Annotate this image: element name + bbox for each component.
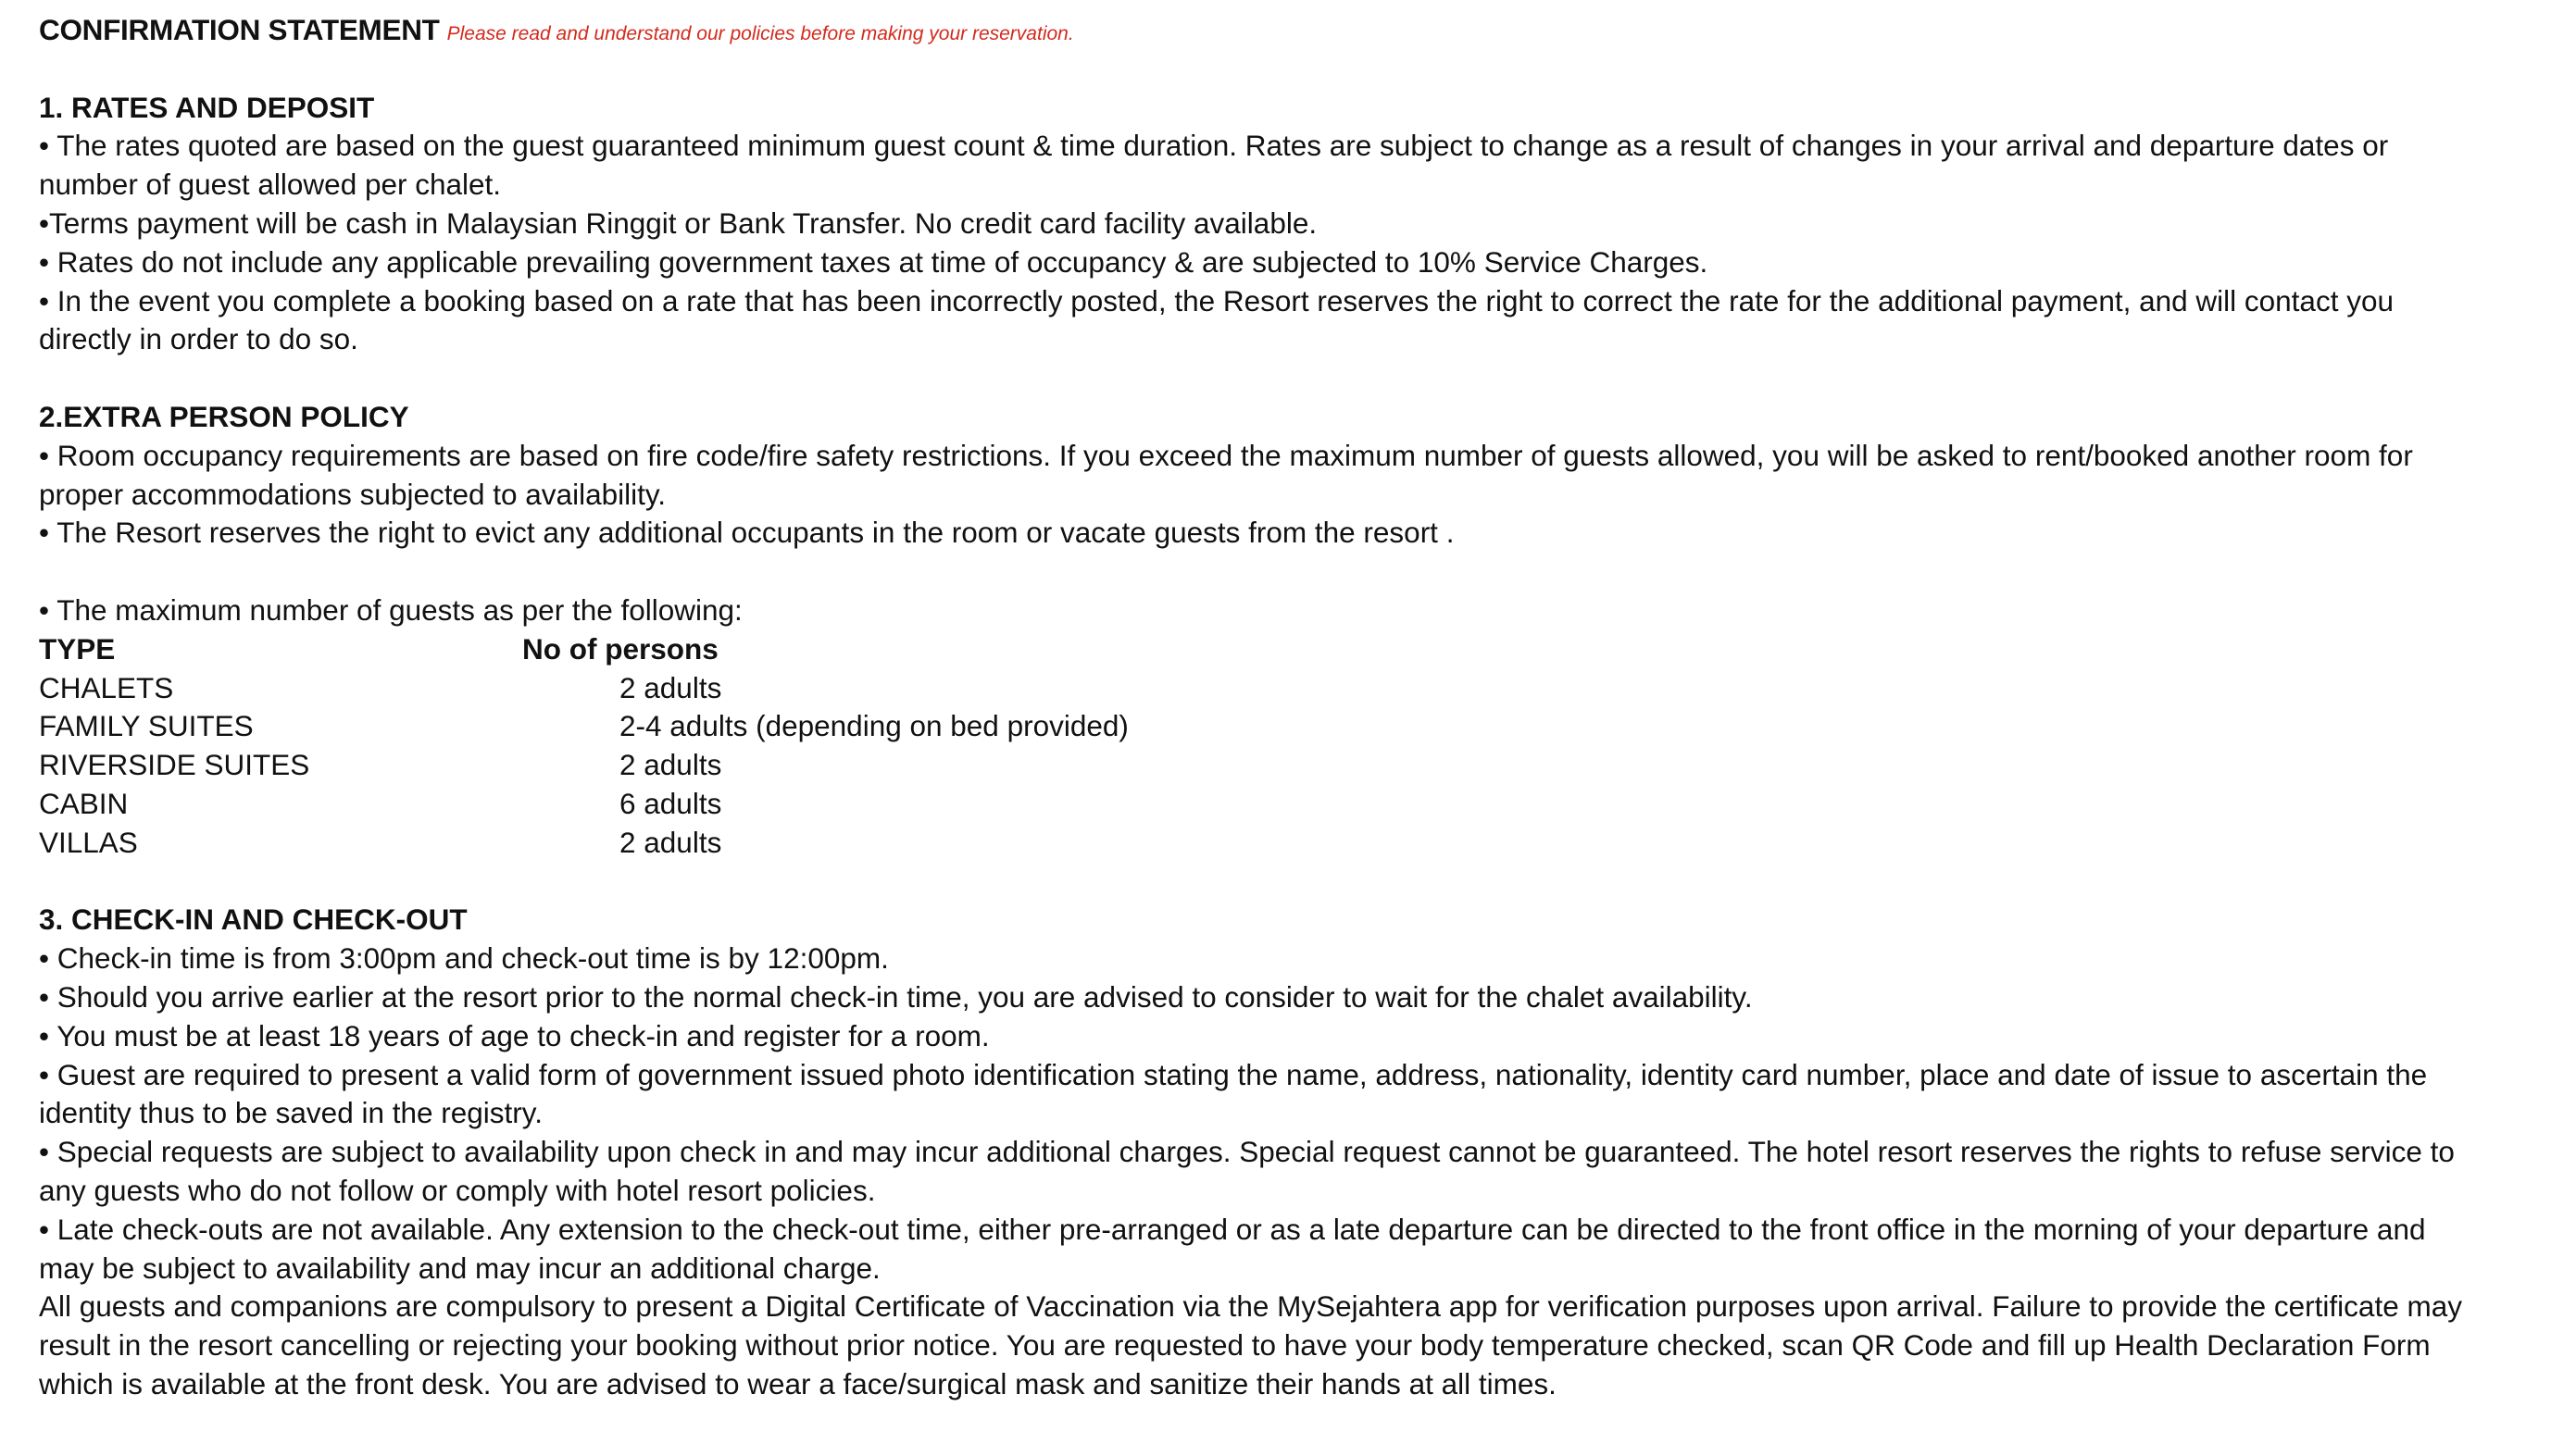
policy-line: which is available at the front desk. You are advised to wear a face/surgical mask and sanitize their hands at all times.: [39, 1366, 1557, 1400]
policy-line: • Room occupancy requirements are based on fire code/fire safety restrictions. If you exceed the maximum number of guests allowed, you will be asked to rent/booked another room for: [39, 438, 2413, 472]
table-row: [39, 669, 2539, 708]
policy-line: proper accommodations subjected to availability.: [39, 477, 667, 511]
policy-line: • Should you arrive earlier at the resort prior to the normal check-in time, you are advised to consider to wait for the chalet availability.: [39, 979, 1753, 1014]
max-guests-intro: • The maximum number of guests as per the following:: [39, 592, 743, 627]
room-type-cell: CHALETS: [39, 670, 174, 704]
policy-line: identity thus to be saved in the registry.: [39, 1096, 543, 1130]
policy-line: directly in order to do so.: [39, 322, 358, 356]
policy-line: • The Resort reserves the right to evict any additional occupants in the room or vacate guests from the resort .: [39, 516, 1455, 550]
policy-line: number of guest allowed per chalet.: [39, 168, 502, 202]
persons-cell: 2-4 adults (depending on bed provided): [619, 709, 1129, 743]
table-row: [39, 824, 2539, 863]
persons-cell: 2 adults: [619, 825, 722, 859]
document-subtitle: Please read and understand our policies before making your reservation.: [446, 23, 1074, 44]
room-type-cell: RIVERSIDE SUITES: [39, 748, 310, 782]
policy-line: • Late check-outs are not available. Any extension to the check-out time, either pre-arranged or as a late departure can be directed to the front office in the morning of your departure and: [39, 1212, 2426, 1246]
section-heading: 3. CHECK-IN AND CHECK-OUT: [39, 902, 468, 937]
table-row: [39, 707, 2539, 746]
table-row: [39, 785, 2539, 824]
document-title: CONFIRMATION STATEMENT: [39, 13, 440, 46]
policy-line: • Rates do not include any applicable prevailing government taxes at time of occupancy & are subjected to 10% Service Charges.: [39, 244, 1708, 279]
policy-line: • Check-in time is from 3:00pm and check-out time is by 12:00pm.: [39, 941, 889, 976]
policy-line: may be subject to availability and may incur an additional charge.: [39, 1251, 881, 1285]
section-check-in-check-out: [39, 901, 2539, 1403]
policy-line: •Terms payment will be cash in Malaysian Ringgit or Bank Transfer. No credit card facility available.: [39, 205, 1318, 240]
spacer: [39, 863, 2539, 902]
policy-line: • You must be at least 18 years of age to check-in and register for a room.: [39, 1018, 990, 1052]
spacer: [39, 553, 2539, 591]
section-rates-deposit: [39, 89, 2539, 360]
room-type-cell: CABIN: [39, 786, 129, 820]
policy-line: • Guest are required to present a valid form of government issued photo identification stating the name, address, nationality, identity card number, place and date of issue to ascertain the: [39, 1057, 2428, 1091]
spacer: [39, 50, 2539, 89]
table-row: [39, 746, 2539, 785]
section-heading: 1. RATES AND DEPOSIT: [39, 90, 375, 124]
section-heading: 2.EXTRA PERSON POLICY: [39, 399, 409, 433]
policy-line: • The rates quoted are based on the guest guaranteed minimum guest count & time duration. Rates are subject to change as a result of changes in your arrival and departure dates or: [39, 129, 2389, 163]
room-type-cell: VILLAS: [39, 825, 138, 859]
table-header-row: [39, 630, 2539, 669]
persons-cell: 2 adults: [619, 748, 722, 782]
spacer: [39, 359, 2539, 398]
column-header-type: TYPE: [39, 631, 116, 666]
column-header-persons: No of persons: [522, 631, 719, 666]
section-extra-person-policy: [39, 398, 2539, 863]
persons-cell: 2 adults: [619, 670, 722, 704]
room-type-cell: FAMILY SUITES: [39, 709, 254, 743]
room-types-table: [39, 630, 2539, 863]
policy-line: • Special requests are subject to availability upon check in and may incur additional charges. Special request cannot be guaranteed. The hotel resort reserves the rights to refuse service to: [39, 1135, 2455, 1169]
policy-line: All guests and companions are compulsory to present a Digital Certificate of Vaccination via the MySejahtera app for verification purposes upon arrival. Failure to provide the certificate may: [39, 1289, 2462, 1324]
policy-line: • In the event you complete a booking based on a rate that has been incorrectly posted, the Resort reserves the right to correct the rate for the additional payment, and will contact you: [39, 283, 2394, 317]
policy-line: any guests who do not follow or comply with hotel resort policies.: [39, 1173, 876, 1207]
document-header: [39, 11, 2539, 50]
policy-line: result in the resort cancelling or rejecting your booking without prior notice. You are requested to have your body temperature checked, scan QR Code and fill up Health Declaration Form: [39, 1328, 2431, 1363]
persons-cell: 6 adults: [619, 786, 722, 820]
